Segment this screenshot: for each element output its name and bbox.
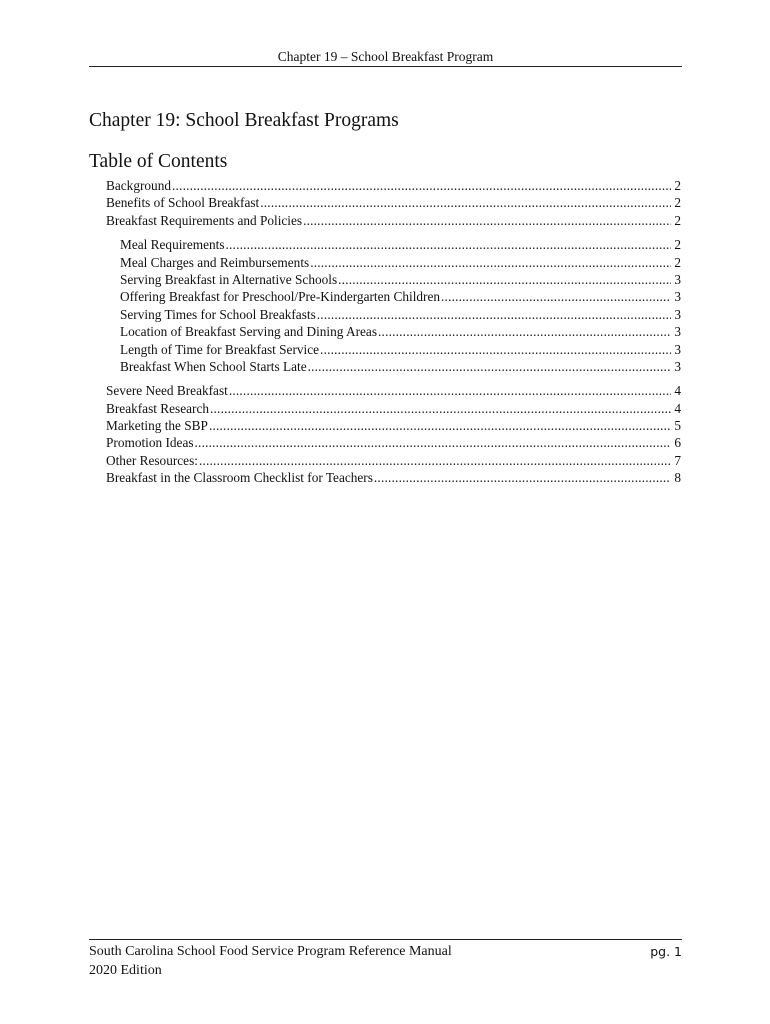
toc-entry-label: Background (106, 178, 171, 193)
toc-dot-leader (210, 400, 671, 417)
toc-entry-page-number: 4 (674, 383, 681, 399)
toc-entry[interactable] (106, 434, 681, 451)
footer-edition: 2020 Edition (89, 963, 162, 978)
footer-page-number: pg. 1 (650, 944, 682, 959)
toc-dot-leader (260, 194, 671, 211)
toc-group-main-bottom (106, 382, 681, 486)
toc-entry-page-number: 3 (674, 358, 681, 374)
toc-entry-label: Benefits of School Breakfast (106, 195, 260, 211)
toc-dot-leader (308, 358, 672, 375)
toc-entry-page-number: 2 (674, 212, 681, 228)
toc-entry[interactable] (106, 417, 681, 434)
toc-entry-label: Serving Breakfast in Alternative Schools (120, 271, 338, 287)
toc-dot-leader (378, 323, 671, 340)
toc-entry-label: Breakfast Requirements and Policies (106, 212, 303, 228)
footer-divider (89, 939, 682, 940)
toc-entry-label: Severe Need Breakfast (106, 383, 228, 399)
running-header (89, 47, 682, 67)
toc-entry-page-number: 4 (674, 400, 681, 416)
toc-entry-page-number: 2 (674, 254, 681, 270)
toc-entry[interactable] (106, 194, 681, 211)
toc-entry-label: Promotion Ideas (106, 435, 194, 451)
toc-dot-leader (310, 254, 671, 271)
toc-dot-leader (195, 434, 672, 451)
toc-entry-page-number: 3 (674, 324, 681, 340)
toc-entry-page-number: 6 (674, 435, 681, 451)
toc-entry-page-number: 5 (674, 418, 681, 434)
toc-dot-leader (320, 341, 671, 358)
toc-group-requirements-subsections (120, 236, 681, 375)
toc-entry-label: Serving Times for School Breakfasts (120, 306, 316, 322)
toc-entry-page-number: 2 (674, 178, 681, 193)
toc-entry[interactable] (120, 306, 681, 323)
toc-dot-leader (303, 212, 671, 229)
toc-dot-leader (209, 417, 671, 434)
toc-group-main-top (106, 177, 681, 229)
toc-entry-label: Breakfast Research (106, 400, 209, 416)
toc-entry[interactable] (120, 271, 681, 288)
toc-entry[interactable] (106, 212, 681, 229)
toc-entry[interactable] (120, 341, 681, 358)
chapter-title: Chapter 19: School Breakfast Programs (89, 110, 399, 131)
toc-dot-leader (317, 306, 672, 323)
toc-entry-label: Meal Charges and Reimbursements (120, 254, 310, 270)
toc-entry-label: Offering Breakfast for Preschool/Pre-Kindergarten Children (120, 289, 441, 305)
toc-entry[interactable] (120, 323, 681, 340)
toc-entry[interactable] (106, 400, 681, 417)
toc-entry[interactable] (106, 469, 681, 486)
footer-manual-info (89, 942, 452, 980)
toc-entry-label: Location of Breakfast Serving and Dining Areas (120, 324, 378, 340)
toc-entry[interactable] (120, 236, 681, 253)
running-header-title: Chapter 19 – School Breakfast Program (277, 49, 494, 64)
toc-entry-label: Breakfast in the Classroom Checklist for Teachers (106, 470, 373, 486)
toc-entry-page-number: 7 (674, 452, 681, 468)
toc-entry[interactable] (106, 382, 681, 399)
toc-entry-label: Other Resources: (106, 452, 198, 468)
toc-dot-leader (441, 288, 671, 305)
toc-entry[interactable] (120, 358, 681, 375)
toc-dot-leader (338, 271, 671, 288)
toc-entry-page-number: 3 (674, 271, 681, 287)
footer-manual-title: South Carolina School Food Service Program Reference Manual (89, 944, 452, 959)
toc-entry-page-number: 8 (674, 470, 681, 486)
toc-dot-leader (229, 382, 672, 399)
toc-entry[interactable] (120, 288, 681, 305)
toc-entry-page-number: 3 (674, 341, 681, 357)
toc-dot-leader (374, 469, 671, 486)
toc-entry-label: Meal Requirements (120, 237, 225, 253)
toc-entry-label: Breakfast When School Starts Late (120, 358, 307, 374)
toc-dot-leader (226, 236, 672, 253)
toc-entry-label: Marketing the SBP (106, 418, 208, 434)
toc-entry-page-number: 3 (674, 306, 681, 322)
toc-heading: Table of Contents (89, 151, 228, 172)
toc-entry[interactable] (120, 254, 681, 271)
toc-entry[interactable] (106, 452, 681, 469)
toc-entry-page-number: 2 (674, 195, 681, 211)
table-of-contents (106, 177, 681, 494)
toc-entry-page-number: 3 (674, 289, 681, 305)
toc-entry-label: Length of Time for Breakfast Service (120, 341, 320, 357)
toc-dot-leader (172, 177, 671, 194)
toc-dot-leader (199, 452, 671, 469)
toc-entry[interactable] (106, 177, 681, 194)
toc-entry-page-number: 2 (674, 237, 681, 253)
